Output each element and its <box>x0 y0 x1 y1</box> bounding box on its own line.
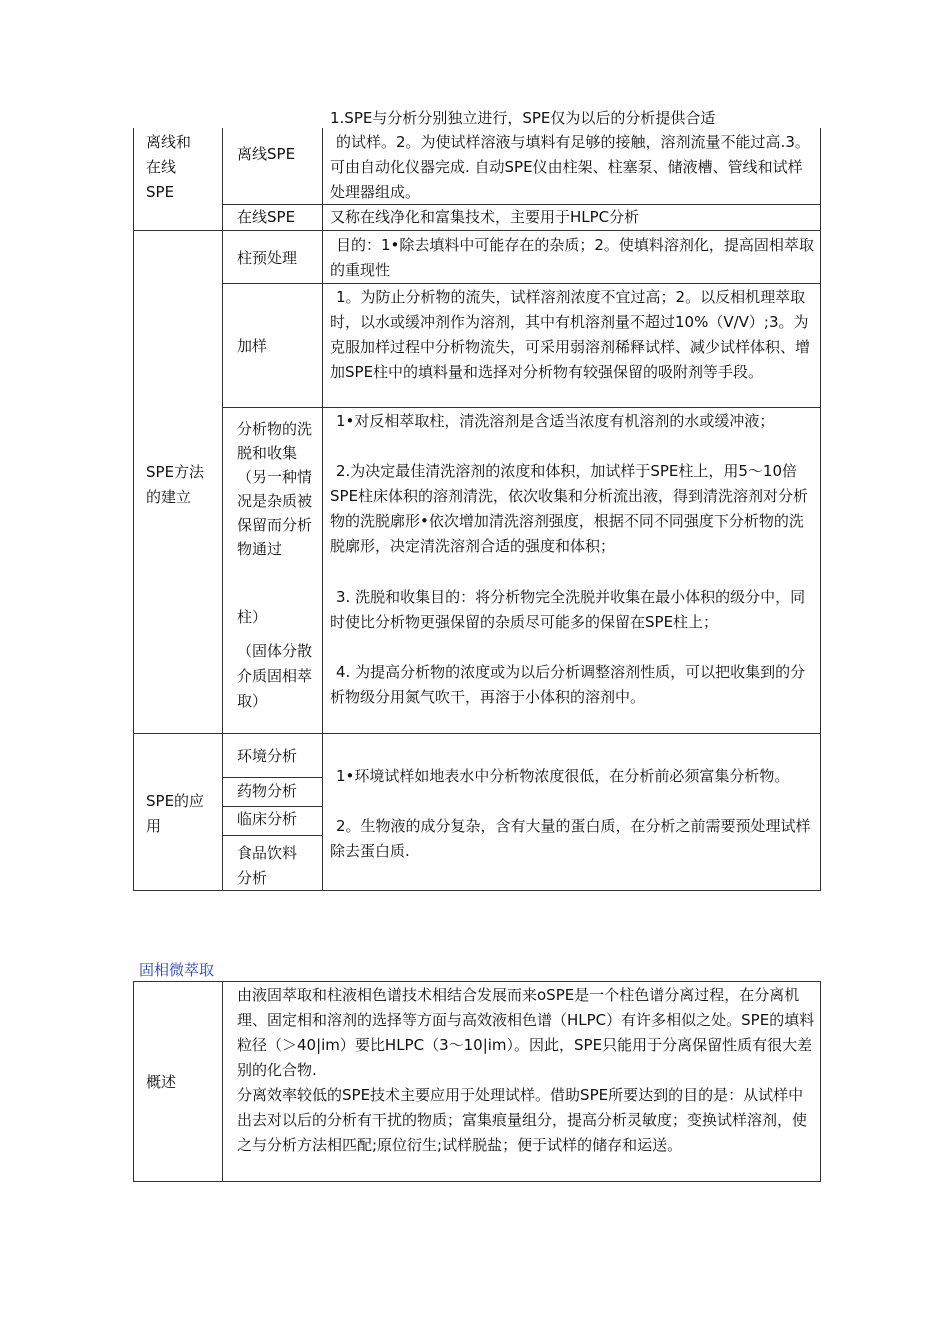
elution-p1: 1•对反相萃取柱，清洗溶剂是含适当浓度有机溶剂的水或缓冲液； <box>336 412 775 430</box>
grid-line <box>222 981 223 1182</box>
grid-line <box>133 733 821 734</box>
grid-line <box>820 128 821 890</box>
overview-label: 概述 <box>146 1073 177 1091</box>
grid-line <box>322 128 323 890</box>
grid-line <box>133 128 134 890</box>
row-label-method: SPE方法 的建立 <box>146 463 205 506</box>
row-label-application: SPE的应 用 <box>146 792 205 835</box>
elution-p3: 3. 洗脱和收集目的：将分析物完全洗脱并收集在最小体积的级分中，同时使比分析物更强保留的杂质尽可能多的保留在SPE柱上； <box>330 588 806 631</box>
grid-line <box>820 981 821 1182</box>
grid-line <box>222 407 821 408</box>
grid-line <box>133 981 134 1182</box>
row-label-offline-online: 离线和 在线 SPE <box>146 133 192 201</box>
grid-line <box>133 230 821 231</box>
loading-label: 加样 <box>237 337 268 355</box>
app-p2: 2。生物液的成分复杂，含有大量的蛋白质，在分析之前需要预处理试样除去蛋白质. <box>330 817 811 860</box>
loading-text: 1。为防止分析物的流失，试样溶剂浓度不宜过高；2。以反相机理萃取时，以水或缓冲剂作为溶剂，其中有机溶剂量不超过10%（V/V）;3。为克服加样过程中分析物流失，可采用弱溶剂稀释试样、减少试样体积、增加SPE柱中的填料量和选择对分析物有较强保留的吸附剂等手段。 <box>330 288 811 381</box>
app-item-environment: 环境分析 <box>237 747 298 765</box>
app-p1: 1•环境试样如地表水中分析物浓度很低，在分析前必须富集分析物。 <box>336 767 790 785</box>
app-item-clinical: 临床分析 <box>237 810 298 828</box>
elution-label-a: 分析物的洗脱和收集（另一种情况是杂质被保留而分析物通过 <box>237 420 313 558</box>
pretreat-text: 目的：1•除去填料中可能存在的杂质；2。使填料溶剂化，提高固相萃取的重现性 <box>330 236 814 279</box>
app-item-drug: 药物分析 <box>237 782 298 800</box>
offline-spe-label: 离线SPE <box>237 145 296 163</box>
grid-line <box>222 835 323 836</box>
grid-line <box>133 981 821 982</box>
online-spe-label: 在线SPE <box>237 208 296 226</box>
grid-line <box>222 128 223 890</box>
overview-p1: 由液固萃取和柱液相色谱技术相结合发展而来oSPE是一个柱色谱分离过程，在分离机理、固定相和溶剂的选择等方面与高效液相色谱（HLPC）有许多相似之处。SPE的填料粒径（＞40|im）要比HLPC（3〜10|im）。因此，SPE只能用于分离保留性质有很大差别的化合物. <box>237 986 815 1079</box>
overview-p2: 分离效率较低的SPE技术主要应用于处理试样。借助SPE所要达到的目的是：从试样中出去对以后的分析有干扰的物质；富集痕量组分，提高分析灵敏度；变换试样溶剂，使之与分析方法相匹配;原位衍生;试样脱盐；便于试样的储存和运送。 <box>237 1086 808 1154</box>
section-heading-link[interactable]: 固相微萃取 <box>139 961 215 979</box>
elution-label-c: （固体分散介质固相萃取） <box>237 642 313 710</box>
grid-line <box>133 1181 821 1182</box>
online-spe-text: 又称在线净化和富集技术，主要用于HLPC分析 <box>330 208 640 226</box>
elution-p4: 4. 为提高分析物的浓度或为以后分析调整溶剂性质，可以把收集到的分析物级分用氮气吹干，再溶于小体积的溶剂中。 <box>330 663 806 706</box>
elution-p2: 2.为决定最佳清洗溶剂的浓度和体积，加试样于SPE柱上，用5〜10倍SPE柱床体积的溶剂清洗，依次收集和分析流出液，得到清洗溶剂对分析物的洗脱廓形•依次增加清洗溶剂强度，根据不同不同强度下分析物的洗脱廓形，决定清洗溶剂合适的强度和体积； <box>330 462 809 555</box>
pretreat-label: 柱预处理 <box>237 249 298 267</box>
offline-spe-text: 的试样。2。为使试样溶液与填料有足够的接触，溶剂流量不能过高.3。可由自动化仪器完成. 自动SPE仪由柱架、柱塞泵、储液槽、管线和试样处理器组成。 <box>330 133 810 201</box>
grid-line <box>222 777 323 778</box>
elution-label-b: 柱） <box>237 608 268 626</box>
grid-line <box>222 283 821 284</box>
intro-line: 1.SPE与分析分别独立进行，SPE仅为以后的分析提供合适 <box>330 109 716 127</box>
app-item-food: 食品饮料分析 <box>237 844 298 887</box>
